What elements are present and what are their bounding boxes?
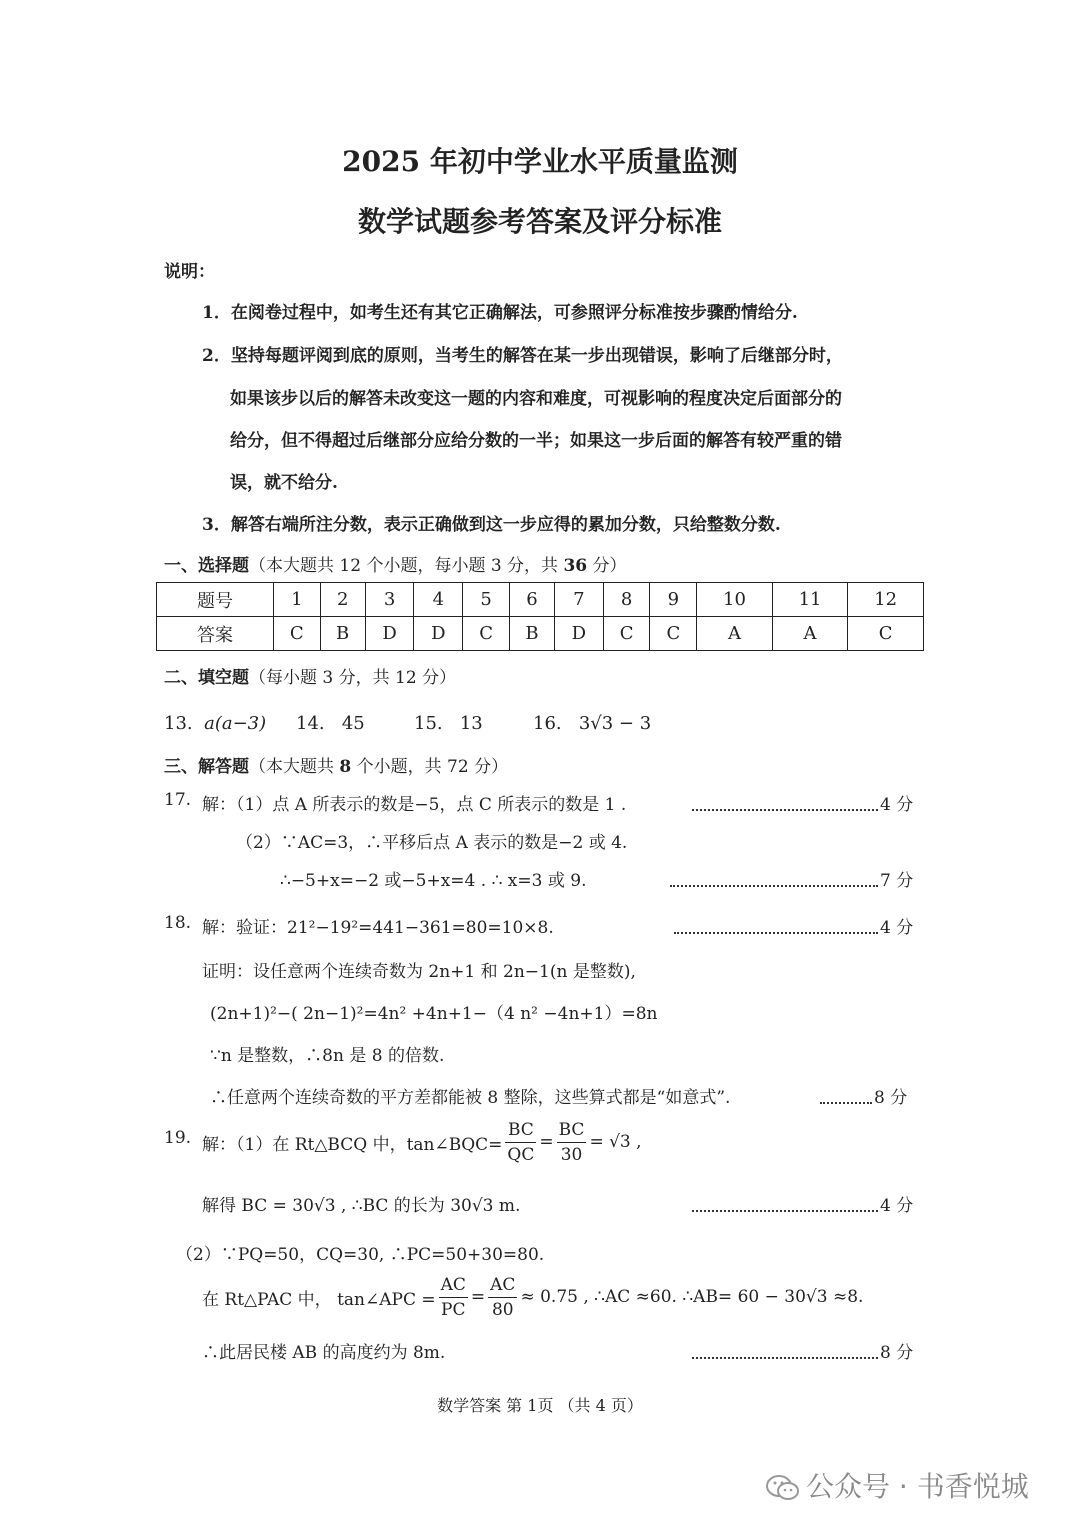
score-label: 8 分 [874,1088,908,1108]
answer-cell: A [772,617,848,651]
answer-cell: C [650,617,697,651]
dot-leader [670,877,878,887]
score-label: 4 分 [880,1196,914,1216]
q19-line1-text: 解：（1）在 Rt△BCQ 中，tan∠BQC= [202,1134,503,1155]
question-cell: 5 [463,583,510,617]
q18-line4: ∵n 是整数，∴8n 是 8 的倍数. [210,1046,445,1066]
fraction [488,1273,517,1322]
table-row-answers [157,617,924,651]
fraction-denominator: 80 [491,1299,514,1320]
section-title: 三、解答题 [164,757,249,777]
q17-line3: ∴−5+x=−2 或−5+x=4 . ∴ x=3 或 9. [280,871,587,891]
question-cell: 2 [320,583,365,617]
dot-leader [820,1094,872,1104]
q18-line1: 解：验证：21²−19²=441−361=80=10×8. [202,918,554,938]
q19-line4-text: 在 Rt△PAC 中， tan∠APC = [202,1289,436,1310]
item-answer: 45 [341,713,365,734]
question-cell: 12 [848,583,924,617]
answer-table [156,582,924,651]
dot-leader [692,801,878,811]
note-number: 3． [202,515,231,535]
q19-line1 [202,1117,642,1167]
fill-answer-16 [533,713,651,734]
equals-sign: = [539,1132,554,1152]
note-3 [202,510,781,535]
section-count: 8 [339,757,352,777]
answer-cell: C [463,617,510,651]
section-desc: （每小题 3 分，共 12 分） [249,668,457,688]
item-number: 14. [296,713,325,734]
fill-answer-14 [296,713,365,734]
item-number: 15. [414,713,443,734]
answer-cell: B [509,617,554,651]
answer-cell: C [273,617,320,651]
question-cell: 1 [273,583,320,617]
fraction [557,1118,587,1167]
note-number: 1． [202,303,231,323]
section3-heading [164,752,508,777]
q17-line1: 解：（1）点 A 所表示的数是−5，点 C 所表示的数是 1 . [202,795,627,815]
q19-line1-end: = √3 , [589,1132,642,1152]
score-label: 7 分 [880,871,914,891]
question-cell: 9 [650,583,697,617]
q18-score1 [674,913,913,938]
q17-line2: （2）∵AC=3，∴平移后点 A 表示的数是−2 或 4. [236,833,628,853]
doc-title-line2: 数学试题参考答案及评分标准 [357,205,722,238]
watermark [766,1465,1029,1505]
doc-title-line1: 2025 年初中学业水平质量监测 [342,145,738,178]
fraction [439,1273,468,1322]
item-answer: 13 [459,713,483,734]
item-answer: a(a−3) [204,713,267,734]
item-number: 16. [533,713,562,734]
page-footer: 数学答案 第 1页 （共 4 页） [437,1396,643,1415]
answer-cell: A [697,617,773,651]
fraction-denominator: QC [507,1144,535,1165]
fraction-denominator: 30 [560,1144,583,1165]
question-cell: 8 [603,583,650,617]
notes-heading: 说明： [164,262,215,282]
section-title: 一、选择题 [164,556,249,576]
wechat-icon [766,1474,800,1502]
fraction-numerator: BC [557,1118,587,1143]
q18-number: 18. [164,913,192,933]
q19-line2: 解得 BC = 30√3 , ∴BC 的长为 30√3 m. [202,1196,521,1216]
q19-line4 [202,1272,863,1322]
note-2 [202,341,843,366]
section-desc: （本大题共 [249,757,340,777]
note-text: 解答右端所注分数，表示正确做到这一步应得的累加分数，只给整数分数. [230,515,781,535]
note-2-line4: 误，就不给分. [230,473,338,493]
fraction-numerator: AC [439,1273,468,1298]
answer-cell: C [848,617,924,651]
note-1 [202,298,798,323]
fraction-numerator: BC [505,1118,536,1143]
q19-line5: ∴此居民楼 AB 的高度约为 8m. [202,1343,446,1363]
watermark-text: 公众号 · 书香悦城 [806,1470,1029,1503]
q19-line4-end: ≈ 0.75 , ∴AC ≈60. ∴AB= 60 − 30√3 ≈8. [520,1287,864,1307]
score-label: 4 分 [880,795,914,815]
q17-score1 [692,790,913,815]
answer-cell: D [365,617,414,651]
question-cell: 3 [365,583,414,617]
score-label: 4 分 [880,918,914,938]
table-header-cell: 题号 [157,583,274,617]
q18-line2: 证明：设任意两个连续奇数为 2n+1 和 2n−1(n 是整数), [202,962,636,982]
section-desc-end: 个小题，共 72 分） [351,757,509,777]
section2-heading [164,663,456,688]
section-desc-end: 分） [587,556,627,576]
q17-number: 17. [164,790,192,810]
note-text: 在阅卷过程中，如考生还有其它正确解法，可参照评分标准按步骤酌情给分. [230,303,798,323]
question-cell: 10 [697,583,773,617]
dot-leader [692,1349,878,1359]
q18-score2 [820,1083,907,1108]
item-answer: 3√3 − 3 [578,713,652,734]
q19-score2 [692,1338,913,1363]
fill-answer-15 [414,713,483,734]
table-header-cell: 答案 [157,617,274,651]
question-cell: 11 [772,583,848,617]
note-number: 2． [202,346,231,366]
q18-line3: (2n+1)²−( 2n−1)²=4n² +4n+1−（4 n² −4n+1）=8n [210,1004,658,1024]
answer-cell: C [603,617,650,651]
section-title: 二、填空题 [164,668,249,688]
note-2-line2: 如果该步以后的解答未改变这一题的内容和难度，可视影响的程度决定后面部分的 [230,389,842,409]
fraction-numerator: AC [488,1273,517,1298]
item-number: 13. [164,713,193,734]
fraction-denominator: PC [441,1299,466,1320]
score-label: 8 分 [880,1343,914,1363]
q18-line5: ∴任意两个连续奇数的平方差都能被 8 整除，这些算式都是“如意式”. [210,1088,731,1108]
answer-cell: D [554,617,603,651]
answer-cell: B [320,617,365,651]
question-cell: 4 [414,583,463,617]
q19-line3: （2）∵PQ=50，CQ=30, ∴PC=50+30=80. [176,1245,545,1265]
q19-score1 [692,1191,913,1216]
q17-score2 [670,866,913,891]
note-2-line3: 给分，但不得超过后继部分应给分数的一半；如果这一步后面的解答有较严重的错 [230,431,842,451]
section-desc: （本大题共 12 个小题，每小题 3 分，共 [249,556,564,576]
answer-cell: D [414,617,463,651]
q19-number: 19. [164,1128,192,1148]
question-cell: 6 [509,583,554,617]
fill-answer-13 [164,713,266,734]
section-total: 36 [563,556,588,576]
dot-leader [674,924,878,934]
section1-heading [164,551,627,576]
table-row-questions [157,583,924,617]
equals-sign: = [470,1287,486,1307]
note-text: 坚持每题评阅到底的原则，当考生的解答在某一步出现错误，影响了后继部分时， [230,346,843,366]
fraction [505,1118,536,1167]
dot-leader [692,1202,878,1212]
question-cell: 7 [554,583,603,617]
